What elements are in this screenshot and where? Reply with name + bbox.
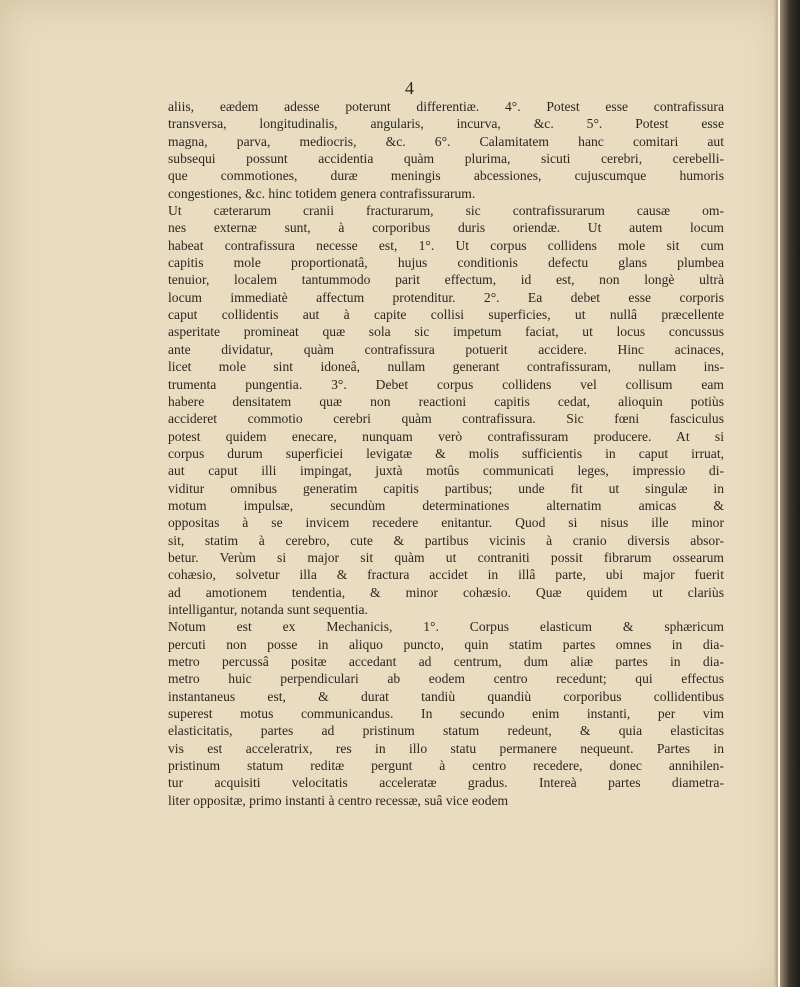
- text-line: subsequi possunt accidentia quàm plurima, sicuti cerebri, cerebelli-: [168, 151, 724, 167]
- text-line: transversa, longitudinalis, angularis, incurva, &c. 5°. Potest esse: [168, 116, 724, 132]
- text-line: asperitate promineat quæ sola sic impetum faciat, ut locus concussus: [168, 324, 724, 340]
- text-line: locum immediatè affectum protenditur. 2°. Ea debet esse corporis: [168, 289, 724, 305]
- text-line: superest motus communicandus. In secundo enim instanti, per vim: [168, 706, 724, 722]
- text-line: sit, statim à cerebro, cute & partibus vicinis à cranio diversis absor-: [168, 532, 724, 548]
- page-number: 4: [405, 78, 414, 98]
- text-line: vis est acceleratrix, res in illo statu permanere nequeunt. Partes in: [168, 740, 724, 756]
- text-line: habere densitatem quæ non reactioni capitis cedat, alioquin potiùs: [168, 393, 724, 409]
- text-line: aut caput illi impingat, juxtà motûs communicati leges, impressio di-: [168, 463, 724, 479]
- text-line: ad amotionem tendentia, & minor cohæsio. Quæ quidem ut clariùs: [168, 584, 724, 600]
- text-line: Notum est ex Mechanicis, 1°. Corpus elasticum & sphæricum: [168, 619, 724, 635]
- text-line: congestiones, &c. hinc totidem genera contrafissurarum.: [168, 185, 476, 201]
- text-line: que commotiones, duræ meningis abcessiones, cujuscumque humoris: [168, 168, 724, 184]
- text-line: liter oppositæ, primo instanti à centro recessæ, suâ vice eodem: [168, 792, 509, 808]
- text-line: intelligantur, notanda sunt sequentia.: [168, 601, 368, 617]
- text-line: caput collidentis aut à capite collisi superficies, ut nullâ præcellente: [168, 307, 724, 323]
- body-text: [168, 98, 724, 809]
- text-line: nes externæ sunt, à corporibus duris oriendæ. Ut autem locum: [168, 220, 724, 236]
- text-line: betur. Verùm si major sit quàm ut contraniti possit fibrarum ossearum: [168, 549, 724, 565]
- page-edge: [778, 0, 780, 987]
- text-line: cohæsio, solvetur illa & fractura accidet in illâ parte, ubi major fuerit: [168, 567, 724, 583]
- text-line: tenuior, localem tantummodo parit effectum, id est, non longè ultrà: [168, 272, 724, 288]
- text-line: metro percussâ positæ accedant ad centrum, dum aliæ partes in dia-: [168, 654, 724, 669]
- text-line: pristinum statum reditæ pergunt à centro recedere, donec annihilen-: [168, 758, 724, 774]
- text-line: capitis mole proportionatâ, hujus conditionis defectu glans plumbea: [168, 255, 724, 271]
- text-line: licet mole sint idoneâ, nullam generant contrafissuram, nullam ins-: [168, 359, 724, 375]
- text-line: potest quidem enecare, nunquam verò contrafissuram producere. At si: [168, 428, 724, 444]
- text-line: accideret commotio cerebri quàm contrafissura. Sic fœni fasciculus: [168, 411, 724, 427]
- text-line: oppositas à se invicem recedere enitantur. Quod si nisus ille minor: [168, 515, 724, 531]
- text-line: tur acquisiti velocitatis acceleratæ gradus. Intereà partes diametra-: [168, 775, 724, 791]
- text-line: metro huic perpendiculari ab eodem centro recedunt; qui effectus: [168, 671, 724, 687]
- text-line: elasticitatis, partes ad pristinum statum redeunt, & quia elasticitas: [168, 723, 724, 739]
- text-line: percuti non posse in aliquo puncto, quin statim partes omnes in dia-: [168, 636, 724, 652]
- text-line: trumenta pungentia. 3°. Debet corpus collidens vel collisum eam: [168, 376, 724, 392]
- text-line: aliis, eædem adesse poterunt differentiæ. 4°. Potest esse contrafissura: [168, 99, 724, 114]
- text-line: ante dividatur, quàm contrafissura potuerit accidere. Hinc acinaces,: [168, 341, 724, 357]
- text-line: corpus durum superficiei levigatæ & molis sufficientis in caput irruat,: [168, 445, 724, 461]
- text-line: viditur omnibus generatim capitis partibus; unde fit ut singulæ in: [168, 480, 724, 496]
- text-line: motum impulsæ, secundùm determinationes alternatim amicas &: [168, 497, 724, 513]
- text-line: magna, parva, mediocris, &c. 6°. Calamitatem hanc comitari aut: [168, 133, 724, 149]
- text-line: habeat contrafissura necesse est, 1°. Ut corpus collidens mole sit cum: [168, 237, 724, 253]
- text-line: Ut cæterarum cranii fracturarum, sic contrafissurarum causæ om-: [168, 203, 724, 219]
- text-line: instantaneus est, & durat tandiù quandiù corporibus collidentibus: [168, 688, 724, 704]
